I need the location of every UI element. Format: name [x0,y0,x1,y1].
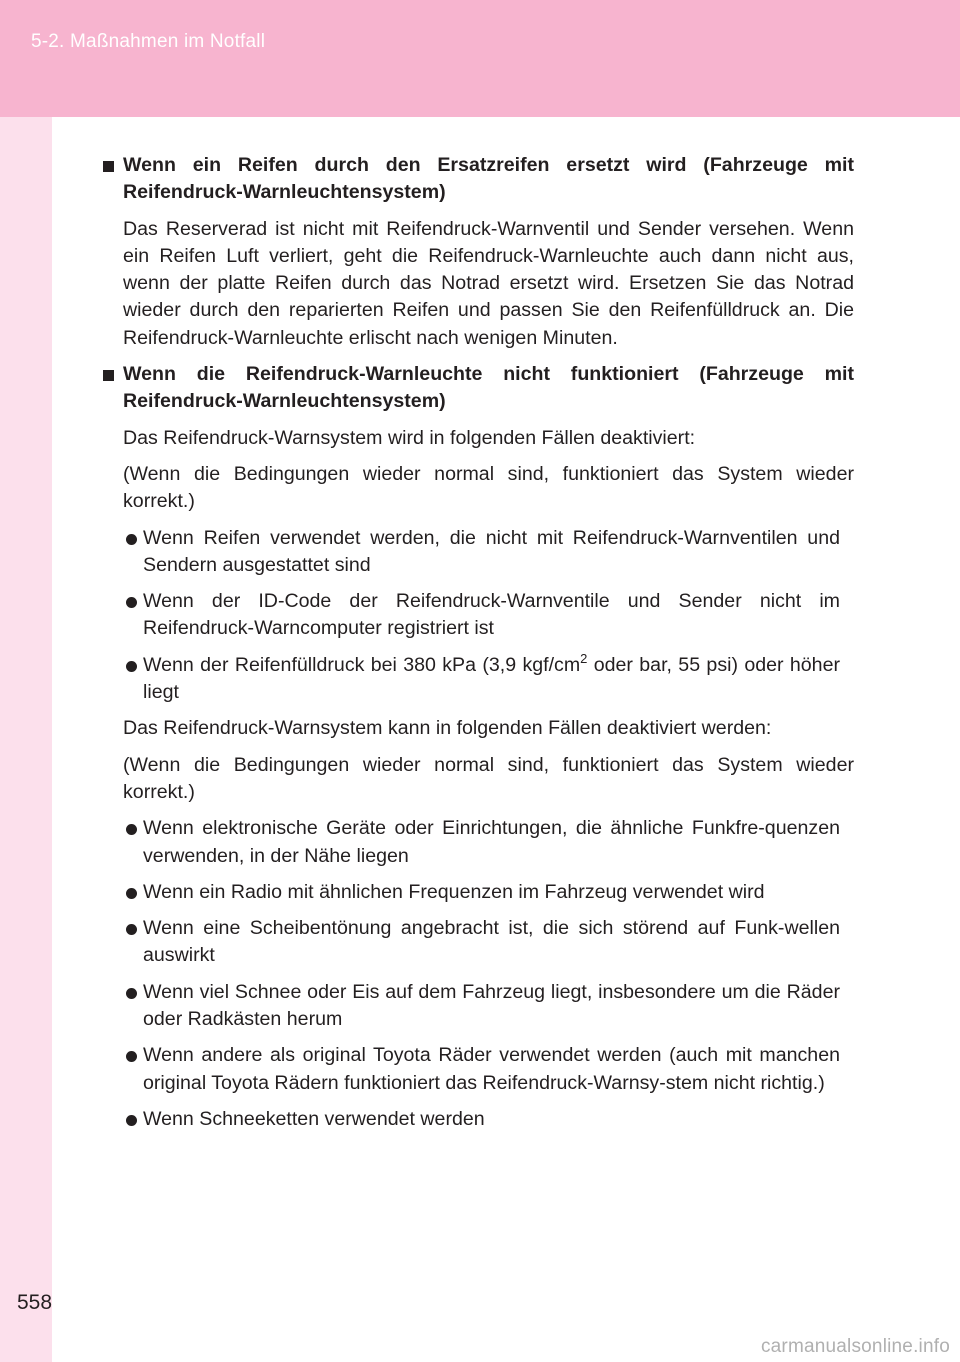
round-bullet-icon [126,924,137,935]
list-item-text: Wenn der ID-Code der Reifendruck-Warnventile und Sender nicht im Reifendruck-Warncomputer registriert ist [143,590,840,640]
heading-text: Wenn ein Reifen durch den Ersatzreifen ersetzt wird (Fahrzeuge mit Reifendruck-Warnleuchtensystem) [123,154,854,204]
watermark: carmanualsonline.info [760,1336,950,1357]
page-number: 558 [17,1291,53,1314]
list-item-text: Wenn Reifen verwendet werden, die nicht mit Reifendruck-Warnventilen und Sendern ausgestattet sind [143,526,840,576]
round-bullet-icon [126,824,137,835]
body-paragraph: Das Reifendruck-Warnsystem kann in folgenden Fällen deaktiviert werden: [123,717,772,740]
list-item-text: Wenn andere als original Toyota Räder verwendet werden (auch mit manchen original Toyota Rädern funktioniert das Reifendruck-Warnsy-stem nicht richtig.) [143,1044,840,1094]
header-band [0,0,960,117]
list-item [100,815,840,870]
list-item [100,1042,840,1097]
list-item-text: Wenn ein Radio mit ähnlichen Frequenzen im Fahrzeug verwendet wird [143,880,765,903]
list-item-text-after: oder bar, 55 psi) oder höher liegt [143,653,840,704]
round-bullet-icon [126,1051,137,1062]
list-item [100,979,840,1034]
list-item-text: Wenn elektronische Geräte oder Einrichtungen, die ähnliche Funkfre-quenzen verwenden, in der Nähe liegen [143,817,840,867]
list-item [100,1106,840,1133]
list-item [100,879,840,906]
superscript: 2 [580,650,588,666]
list-item-text: Wenn Schneeketten verwendet werden [143,1107,485,1130]
section-title: 5-2. Maßnahmen im Notfall [31,31,266,52]
body-note: (Wenn die Bedingungen wieder normal sind, funktioniert das System wieder korrekt.) [123,462,854,513]
list-item [100,915,840,970]
body-note: (Wenn die Bedingungen wieder normal sind, funktioniert das System wieder korrekt.) [123,753,854,803]
round-bullet-icon [126,597,137,608]
list-item-text: Wenn viel Schnee oder Eis auf dem Fahrzeug liegt, insbesondere um die Räder oder Radkästen herum [143,980,840,1031]
list-item-text: Wenn eine Scheibentönung angebracht ist, die sich störend auf Funk-wellen auswirkt [143,917,840,967]
body-paragraph: Das Reserverad ist nicht mit Reifendruck-Warnventil und Sender versehen. Wenn ein Reifen Luft verliert, geht die Reifendruck-Warnleuchte auch dann nicht aus, wenn der platte Reifen durch das Notrad ersetzt wird. Ersetzen Sie das Notrad wieder durch den reparierten Reifen und passen Sie den Reifenfülldruck an. Die Reifendruck-Warnleuchte erlischt nach wenigen Minuten. [123,217,854,349]
list-item-text-before: Wenn der Reifenfülldruck bei 380 kPa (3,9 kgf/cm [143,653,581,676]
round-bullet-icon [126,534,137,545]
square-bullet-icon [103,370,114,381]
round-bullet-icon [126,1115,137,1126]
list-item [100,525,840,580]
body-paragraph: Das Reifendruck-Warnsystem wird in folgenden Fällen deaktiviert: [123,426,696,449]
round-bullet-icon [126,888,137,899]
round-bullet-icon [126,661,137,672]
side-margin-band [0,117,52,1362]
heading-text: Wenn die Reifendruck-Warnleuchte nicht funktioniert (Fahrzeuge mit Reifendruck-Warnleuchtensystem) [123,363,854,413]
square-bullet-icon [103,161,114,172]
list-item [100,588,840,643]
page-content [100,152,854,1142]
subsection-heading [100,361,854,416]
list-item [100,652,840,707]
subsection-heading [100,152,854,207]
round-bullet-icon [126,988,137,999]
